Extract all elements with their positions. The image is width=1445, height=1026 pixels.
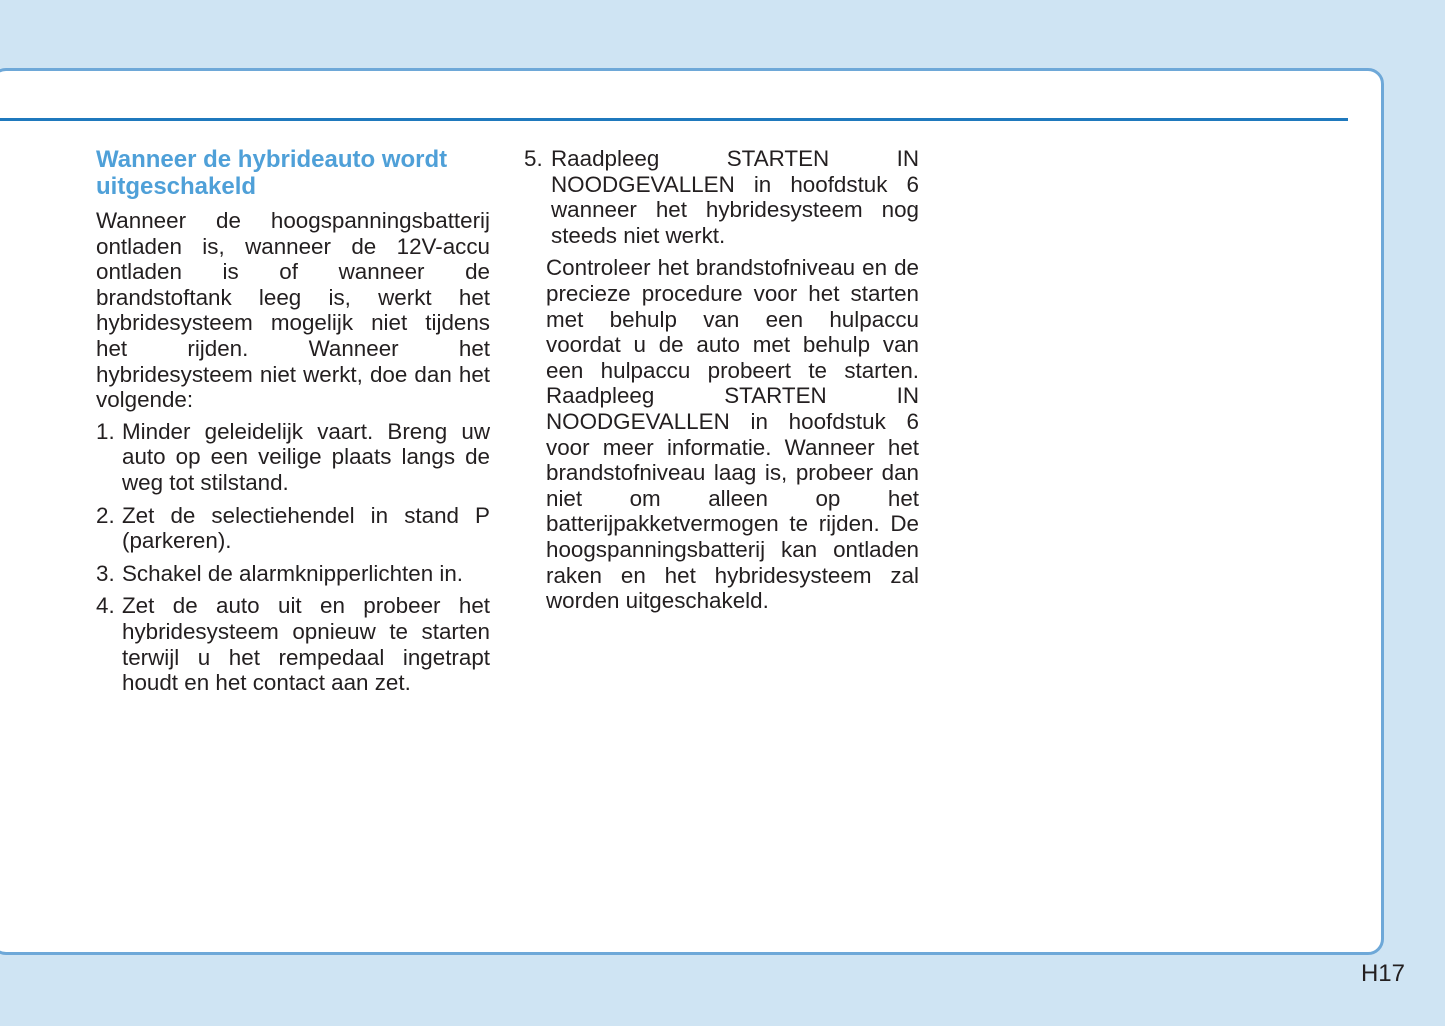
list-item xyxy=(96,593,490,695)
step-number: 5. xyxy=(524,146,543,171)
list-item xyxy=(96,561,490,587)
step-text: Zet de auto uit en probeer het hybridesysteem opnieuw te starten terwijl u het rempedaal ingetrapt houdt en het contact aan zet. xyxy=(122,593,490,696)
header-rule xyxy=(0,118,1348,121)
intro-paragraph: Wanneer de hoogspanningsbatterij ontladen is, wanneer de 12V-accu ontladen is of wanneer de brandstoftank leeg is, werkt het hybridesysteem mogelijk niet tijdens het rijden. Wanneer het hybridesysteem niet werkt, doe dan het volgende: xyxy=(96,208,490,413)
note-paragraph: Controleer het brandstofniveau en de precieze procedure voor het starten met behulp van een hulpaccu voordat u de auto met behulp van een hulpaccu probeert te starten. Raadpleeg STARTEN IN NOODGEVALLEN in hoofdstuk 6 voor meer informatie. Wanneer het brandstofniveau laag is, probeer dan niet om alleen op het batterijpakketvermogen te rijden. De hoogspanningsbatterij kan ontladen raken en het hybridesysteem zal worden uitgeschakeld. xyxy=(546,255,919,614)
list-item xyxy=(96,503,490,554)
steps-list-continued xyxy=(524,146,919,248)
step-number: 2. xyxy=(96,502,115,528)
list-item xyxy=(96,419,490,496)
list-item xyxy=(524,146,919,248)
step-text: Minder geleidelijk vaart. Breng uw auto op een veilige plaats langs de weg tot stilstand. xyxy=(122,418,490,495)
section-heading: Wanneer de hybrideauto wordt uitgeschakeld xyxy=(96,146,448,200)
step-number: 3. xyxy=(96,560,115,586)
left-column xyxy=(96,146,490,703)
step-number: 4. xyxy=(96,593,115,619)
page-number: H17 xyxy=(1360,960,1405,987)
step-text: Zet de selectiehendel in stand P (parkeren). xyxy=(122,502,490,554)
step-text: Raadpleeg STARTEN IN NOODGEVALLEN in hoofdstuk 6 wanneer het hybridesysteem nog steeds niet werkt. xyxy=(551,146,919,248)
right-column xyxy=(524,146,919,620)
step-text: Schakel de alarmknipperlichten in. xyxy=(122,560,464,586)
step-number: 1. xyxy=(96,418,115,444)
steps-list xyxy=(96,419,490,696)
